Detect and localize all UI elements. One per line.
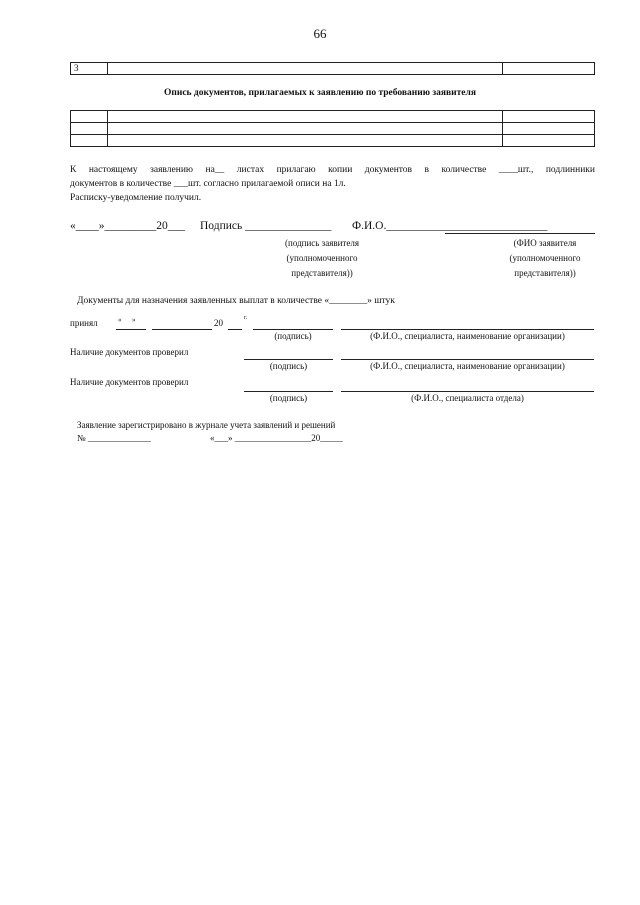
table-row [71,135,595,147]
inventory-title: Опись документов, прилагаемых к заявлению по требованию заявителя [163,88,476,98]
year-underline [228,329,242,330]
accepted-label: принял [70,318,98,328]
caption-accepted-org: (Ф.И.О., специалиста, наименование организации) [370,331,565,341]
caption-applicant-sign [262,236,382,281]
check-2-label: Наличие документов проверил [70,377,189,387]
caption-accepted-sign: (подпись) [274,331,312,341]
signature-date: «____»_________20___ [70,220,185,232]
top-table [70,62,595,75]
check-1-label: Наличие документов проверил [70,347,189,357]
signature-fio-label: Ф.И.О.____________________________ [352,220,548,232]
caption-line: (уполномоченного [286,253,358,263]
table-cell [71,135,108,147]
table-row [71,63,595,75]
date-quote-open: « [118,316,122,324]
table-cell: 3 [71,63,108,75]
registration-number: № ______________ [77,433,151,443]
caption-line: (подпись заявителя [285,238,359,248]
table-cell [503,63,595,75]
inventory-table [70,110,595,147]
table-cell [503,135,595,147]
docs-count-line: Документы для назначения заявленных выплат в количестве «________» штук [77,296,395,306]
caption-line: (уполномоченного [509,253,581,263]
table-cell [108,63,503,75]
year-label: 20 [214,318,223,328]
table-cell [503,123,595,135]
attachment-line-2: документов в количестве ___шт. согласно прилагаемой описи на 1л. [70,179,346,189]
caption-check-1-org: (Ф.И.О., специалиста, наименование организации) [370,361,565,371]
table-cell [108,111,503,123]
month-underline [152,329,212,330]
caption-check-2-sign: (подпись) [269,393,308,403]
caption-line: представителя)) [514,268,576,278]
table-row [71,111,595,123]
attachment-line-1: К настоящему заявлению на__ листах прилагаю копии документов в количестве ____шт., подлинники [70,165,595,175]
caption-check-1-sign: (подпись) [269,361,308,371]
caption-check-2-org: (Ф.И.О., специалиста отдела) [411,393,524,403]
table-cell [71,111,108,123]
table-cell [71,123,108,135]
year-suffix: г. [244,315,248,321]
date-quote-close: » [132,316,136,324]
table-cell [108,135,503,147]
signature-sign-label: Подпись _______________ [200,220,332,232]
table-cell [503,111,595,123]
caption-line: представителя)) [291,268,353,278]
attachment-line-3: Расписку-уведомление получил. [70,193,202,203]
fio-underline [445,233,595,234]
page-number: 66 [313,26,327,41]
table-row [71,123,595,135]
registration-date: «___» _________________20_____ [210,433,343,443]
caption-line: (ФИО заявителя [513,238,577,248]
caption-applicant-fio [493,236,597,281]
registration-line: Заявление зарегистрировано в журнале учета заявлений и решений [77,420,336,430]
day-underline [116,329,146,330]
table-cell [108,123,503,135]
